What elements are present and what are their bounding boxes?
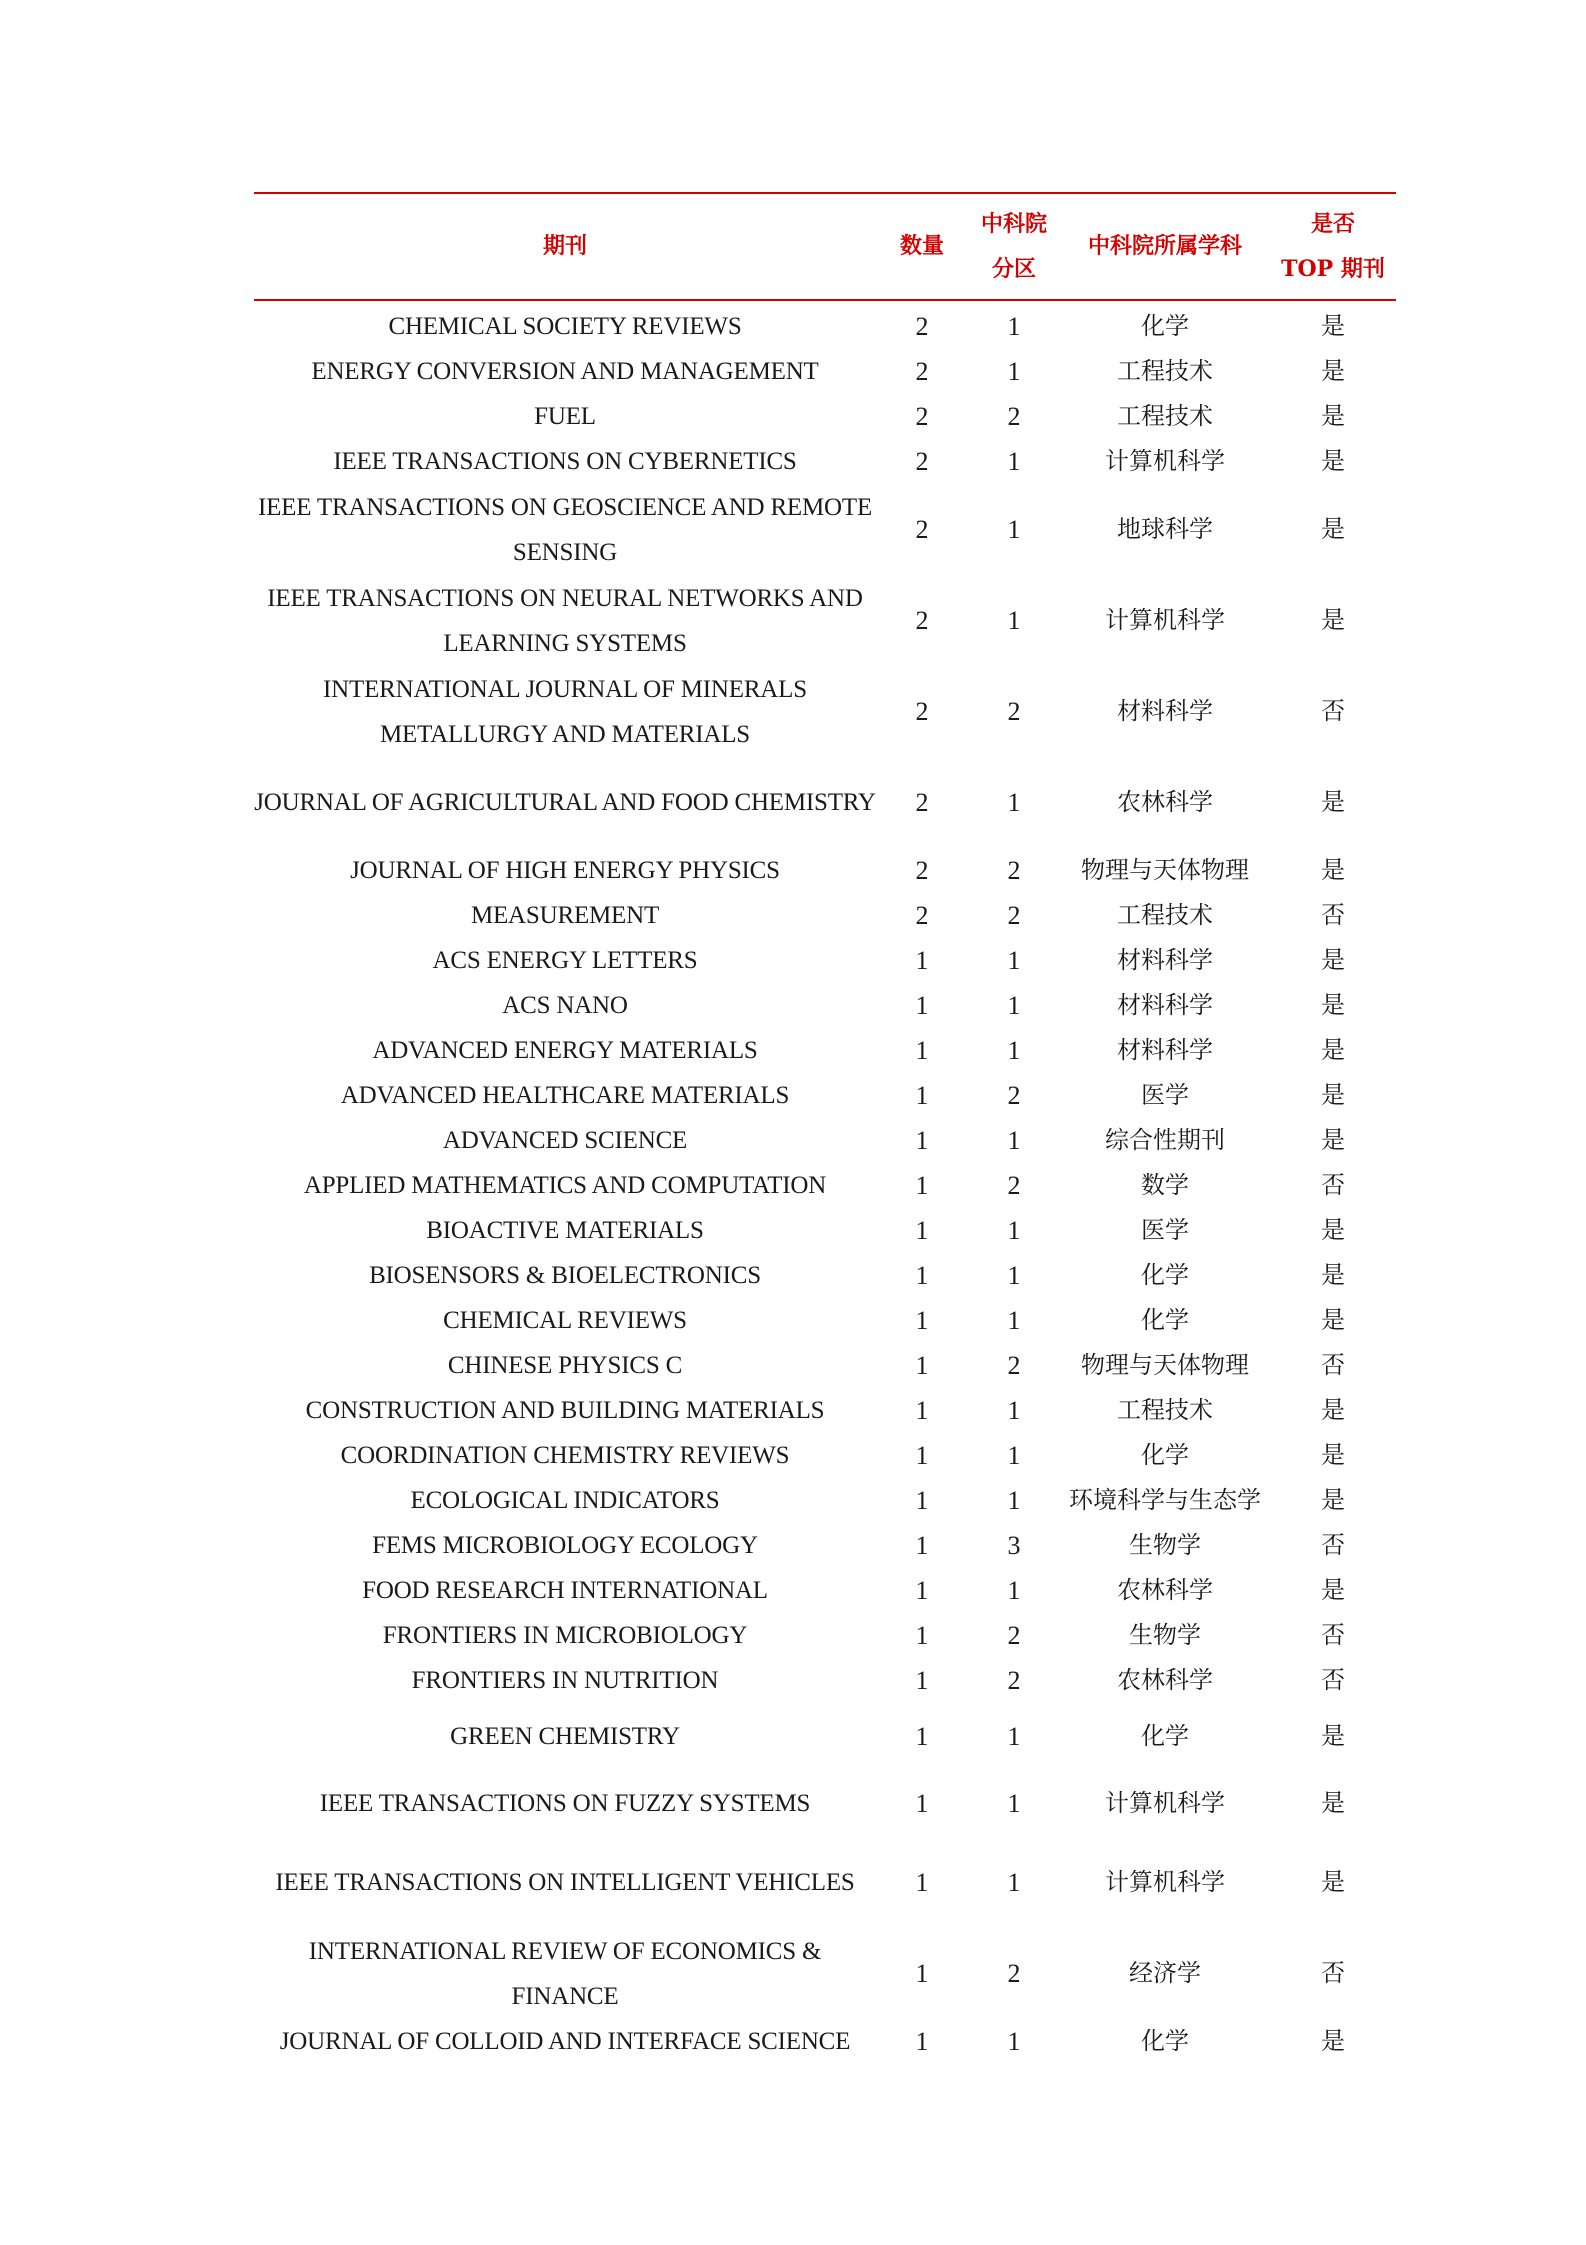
journal-name-cell: CHEMICAL SOCIETY REVIEWS	[388, 313, 742, 340]
table-row	[254, 1837, 1396, 1928]
subject-cell: 生物学	[1129, 1531, 1201, 1559]
table-row	[254, 1568, 1396, 1613]
subject-cell: 化学	[1141, 2027, 1189, 2055]
journal-name-cell: FEMS MICROBIOLOGY ECOLOGY	[372, 1532, 758, 1559]
top-journal-cell: 是	[1321, 856, 1345, 884]
count-cell: 1	[915, 1081, 929, 1110]
top-journal-cell: 否	[1321, 697, 1345, 725]
zone-cell: 1	[1007, 946, 1021, 975]
journal-name-cell: ACS ENERGY LETTERS	[432, 947, 698, 974]
top-journal-cell: 是	[1321, 1081, 1345, 1109]
subject-cell: 医学	[1141, 1216, 1189, 1244]
table-row	[254, 2019, 1396, 2064]
top-journal-cell: 是	[1321, 1036, 1345, 1064]
header-zone-line1: 中科院	[980, 210, 1047, 237]
top-journal-cell: 是	[1321, 1216, 1345, 1244]
zone-cell: 3	[1007, 1531, 1021, 1560]
table-row	[254, 1658, 1396, 1703]
journal-table-container	[254, 192, 1396, 2064]
count-cell: 1	[915, 1959, 929, 1988]
zone-cell: 2	[1007, 1171, 1021, 1200]
table-row	[254, 1253, 1396, 1298]
subject-cell: 医学	[1141, 1081, 1189, 1109]
count-cell: 2	[915, 697, 929, 726]
zone-cell: 1	[1007, 1126, 1021, 1155]
journal-name-cell: ADVANCED SCIENCE	[442, 1127, 688, 1154]
zone-cell: 1	[1007, 1789, 1021, 1818]
top-journal-cell: 是	[1321, 1789, 1345, 1817]
journal-name-cell: ADVANCED ENERGY MATERIALS	[372, 1037, 758, 1064]
count-cell: 1	[915, 1351, 929, 1380]
zone-cell: 1	[1007, 1868, 1021, 1897]
count-cell: 1	[915, 1216, 929, 1245]
journal-name-cell: CHEMICAL REVIEWS	[443, 1307, 687, 1334]
subject-cell: 物理与天体物理	[1081, 1351, 1249, 1379]
zone-cell: 2	[1007, 1621, 1021, 1650]
table-row	[254, 394, 1396, 439]
zone-cell: 1	[1007, 447, 1021, 476]
journal-name-cell: FUEL	[534, 403, 596, 430]
top-journal-cell: 是	[1321, 515, 1345, 543]
journal-name-cell: JOURNAL OF COLLOID AND INTERFACE SCIENCE	[279, 2028, 851, 2055]
header-top	[1270, 193, 1396, 300]
zone-cell: 1	[1007, 515, 1021, 544]
zone-cell: 1	[1007, 2027, 1021, 2056]
top-journal-cell: 否	[1321, 1351, 1345, 1379]
table-row	[254, 439, 1396, 484]
table-row	[254, 1118, 1396, 1163]
subject-cell: 材料科学	[1117, 946, 1213, 974]
subject-cell: 农林科学	[1117, 1666, 1213, 1694]
zone-cell: 1	[1007, 1722, 1021, 1751]
zone-cell: 1	[1007, 312, 1021, 341]
journal-name-cell: IEEE TRANSACTIONS ON FUZZY SYSTEMS	[319, 1790, 811, 1817]
count-cell: 1	[915, 1868, 929, 1897]
count-cell: 1	[915, 1486, 929, 1515]
count-cell: 1	[915, 1722, 929, 1751]
journal-name-cell: ENERGY CONVERSION AND MANAGEMENT	[311, 358, 819, 385]
subject-cell: 材料科学	[1117, 697, 1213, 725]
count-cell: 2	[915, 447, 929, 476]
count-cell: 1	[915, 1666, 929, 1695]
top-journal-cell: 是	[1321, 991, 1345, 1019]
subject-cell: 化学	[1141, 1306, 1189, 1334]
table-row	[254, 848, 1396, 893]
journal-name-cell: BIOSENSORS & BIOELECTRONICS	[369, 1262, 761, 1289]
top-journal-cell: 是	[1321, 402, 1345, 430]
zone-cell: 2	[1007, 1666, 1021, 1695]
zone-cell: 1	[1007, 1306, 1021, 1335]
journal-name-cell: JOURNAL OF HIGH ENERGY PHYSICS	[350, 857, 780, 884]
journal-name-cell: ADVANCED HEALTHCARE MATERIALS	[340, 1082, 790, 1109]
journal-name-cell: IEEE TRANSACTIONS ON GEOSCIENCE AND REMOTE SENSING	[257, 493, 873, 566]
journal-name-cell: IEEE TRANSACTIONS ON CYBERNETICS	[333, 448, 797, 475]
top-journal-cell: 是	[1321, 606, 1345, 634]
zone-cell: 1	[1007, 1576, 1021, 1605]
count-cell: 2	[915, 357, 929, 386]
count-cell: 2	[915, 606, 929, 635]
subject-cell: 计算机科学	[1105, 606, 1225, 634]
table-row	[254, 1928, 1396, 2019]
subject-cell: 计算机科学	[1105, 1868, 1225, 1896]
count-cell: 1	[915, 1306, 929, 1335]
journal-name-cell: FOOD RESEARCH INTERNATIONAL	[362, 1577, 768, 1604]
table-row	[254, 1433, 1396, 1478]
table-row	[254, 1073, 1396, 1118]
subject-cell: 工程技术	[1117, 402, 1213, 430]
top-journal-cell: 是	[1321, 447, 1345, 475]
subject-cell: 生物学	[1129, 1621, 1201, 1649]
top-journal-cell: 否	[1321, 1171, 1345, 1199]
count-cell: 1	[915, 1171, 929, 1200]
subject-cell: 化学	[1141, 312, 1189, 340]
zone-cell: 1	[1007, 1216, 1021, 1245]
header-journal: 期刊	[542, 233, 587, 259]
table-row	[254, 1343, 1396, 1388]
count-cell: 2	[915, 312, 929, 341]
zone-cell: 1	[1007, 1486, 1021, 1515]
subject-cell: 化学	[1141, 1261, 1189, 1289]
count-cell: 1	[915, 1441, 929, 1470]
table-row	[254, 1703, 1396, 1770]
journal-name-cell: APPLIED MATHEMATICS AND COMPUTATION	[303, 1172, 827, 1199]
top-journal-cell: 是	[1321, 1126, 1345, 1154]
subject-cell: 工程技术	[1117, 1396, 1213, 1424]
journal-name-cell: CHINESE PHYSICS C	[447, 1352, 683, 1379]
subject-cell: 化学	[1141, 1722, 1189, 1750]
count-cell: 1	[915, 1621, 929, 1650]
count-cell: 1	[915, 1126, 929, 1155]
table-row	[254, 1163, 1396, 1208]
zone-cell: 2	[1007, 1351, 1021, 1380]
journal-name-cell: MEASUREMENT	[470, 902, 660, 929]
header-top-line2: TOP 期刊	[1281, 255, 1385, 282]
top-journal-cell: 否	[1321, 901, 1345, 929]
count-cell: 1	[915, 1396, 929, 1425]
table-row	[254, 1613, 1396, 1658]
subject-cell: 数学	[1141, 1171, 1189, 1199]
table-row	[254, 1208, 1396, 1253]
subject-cell: 计算机科学	[1105, 447, 1225, 475]
top-journal-cell: 是	[1321, 2027, 1345, 2055]
journal-name-cell: ACS NANO	[502, 992, 628, 1019]
top-journal-cell: 是	[1321, 788, 1345, 816]
zone-cell: 1	[1007, 1396, 1021, 1425]
count-cell: 1	[915, 1789, 929, 1818]
journal-name-cell: IEEE TRANSACTIONS ON NEURAL NETWORKS AND LEARNING SYSTEMS	[267, 584, 863, 657]
zone-cell: 2	[1007, 402, 1021, 431]
journal-name-cell: FRONTIERS IN MICROBIOLOGY	[382, 1622, 748, 1649]
table-row	[254, 757, 1396, 848]
table-row	[254, 893, 1396, 938]
table-body	[254, 300, 1396, 2064]
count-cell: 1	[915, 1576, 929, 1605]
top-journal-cell: 是	[1321, 1306, 1345, 1334]
table-row	[254, 1388, 1396, 1433]
header-zone-line2: 分区	[991, 255, 1036, 282]
table-header	[254, 193, 1396, 300]
zone-cell: 2	[1007, 697, 1021, 726]
subject-cell: 材料科学	[1117, 991, 1213, 1019]
table-row	[254, 349, 1396, 394]
subject-cell: 化学	[1141, 1441, 1189, 1469]
subject-cell: 经济学	[1129, 1959, 1201, 1987]
top-journal-cell: 是	[1321, 1396, 1345, 1424]
count-cell: 1	[915, 1261, 929, 1290]
subject-cell: 农林科学	[1117, 1576, 1213, 1604]
journal-name-cell: BIOACTIVE MATERIALS	[426, 1217, 704, 1244]
zone-cell: 1	[1007, 1261, 1021, 1290]
zone-cell: 2	[1007, 856, 1021, 885]
top-journal-cell: 否	[1321, 1666, 1345, 1694]
zone-cell: 1	[1007, 357, 1021, 386]
zone-cell: 1	[1007, 991, 1021, 1020]
top-journal-cell: 是	[1321, 312, 1345, 340]
header-count: 数量	[899, 233, 944, 259]
journal-name-cell: JOURNAL OF AGRICULTURAL AND FOOD CHEMISTRY	[254, 789, 876, 816]
header-zone	[968, 193, 1060, 300]
journal-name-cell: GREEN CHEMISTRY	[450, 1723, 680, 1750]
subject-cell: 物理与天体物理	[1081, 856, 1249, 884]
table-row	[254, 1478, 1396, 1523]
journal-name-cell: COORDINATION CHEMISTRY REVIEWS	[340, 1442, 790, 1469]
zone-cell: 1	[1007, 1441, 1021, 1470]
zone-cell: 2	[1007, 1959, 1021, 1988]
table-row	[254, 484, 1396, 575]
count-cell: 1	[915, 991, 929, 1020]
top-journal-cell: 是	[1321, 1576, 1345, 1604]
subject-cell: 环境科学与生态学	[1069, 1486, 1261, 1514]
table-row	[254, 300, 1396, 349]
top-journal-cell: 否	[1321, 1531, 1345, 1559]
journal-name-cell: IEEE TRANSACTIONS ON INTELLIGENT VEHICLES	[275, 1869, 855, 1896]
table-row	[254, 983, 1396, 1028]
count-cell: 2	[915, 901, 929, 930]
top-journal-cell: 是	[1321, 357, 1345, 385]
zone-cell: 1	[1007, 788, 1021, 817]
zone-cell: 2	[1007, 901, 1021, 930]
count-cell: 1	[915, 1036, 929, 1065]
subject-cell: 工程技术	[1117, 357, 1213, 385]
count-cell: 2	[915, 402, 929, 431]
count-cell: 1	[915, 946, 929, 975]
top-journal-cell: 是	[1321, 946, 1345, 974]
subject-cell: 材料科学	[1117, 1036, 1213, 1064]
header-subject: 中科院所属学科	[1087, 233, 1242, 259]
count-cell: 2	[915, 515, 929, 544]
top-journal-cell: 否	[1321, 1959, 1345, 1987]
table-row	[254, 1028, 1396, 1073]
subject-cell: 农林科学	[1117, 788, 1213, 816]
table-row	[254, 1770, 1396, 1837]
count-cell: 2	[915, 788, 929, 817]
zone-cell: 2	[1007, 1081, 1021, 1110]
count-cell: 1	[915, 1531, 929, 1560]
journal-name-cell: ECOLOGICAL INDICATORS	[410, 1487, 720, 1514]
subject-cell: 地球科学	[1117, 515, 1213, 543]
journal-table	[254, 192, 1396, 2064]
journal-name-cell: INTERNATIONAL JOURNAL OF MINERALS METALLURGY AND MATERIALS	[323, 675, 807, 748]
subject-cell: 计算机科学	[1105, 1789, 1225, 1817]
top-journal-cell: 否	[1321, 1621, 1345, 1649]
journal-name-cell: INTERNATIONAL REVIEW OF ECONOMICS & FINANCE	[308, 1937, 822, 2010]
journal-name-cell: FRONTIERS IN NUTRITION	[411, 1667, 719, 1694]
top-journal-cell: 是	[1321, 1722, 1345, 1750]
count-cell: 1	[915, 2027, 929, 2056]
top-journal-cell: 是	[1321, 1441, 1345, 1469]
table-row	[254, 575, 1396, 666]
header-top-line1: 是否	[1310, 210, 1355, 237]
table-row	[254, 1298, 1396, 1343]
top-journal-cell: 是	[1321, 1486, 1345, 1514]
zone-cell: 1	[1007, 606, 1021, 635]
subject-cell: 工程技术	[1117, 901, 1213, 929]
table-row	[254, 666, 1396, 757]
journal-name-cell: CONSTRUCTION AND BUILDING MATERIALS	[305, 1397, 825, 1424]
table-row	[254, 1523, 1396, 1568]
top-journal-cell: 是	[1321, 1868, 1345, 1896]
subject-cell: 综合性期刊	[1105, 1126, 1225, 1154]
zone-cell: 1	[1007, 1036, 1021, 1065]
table-row	[254, 938, 1396, 983]
count-cell: 2	[915, 856, 929, 885]
top-journal-cell: 是	[1321, 1261, 1345, 1289]
